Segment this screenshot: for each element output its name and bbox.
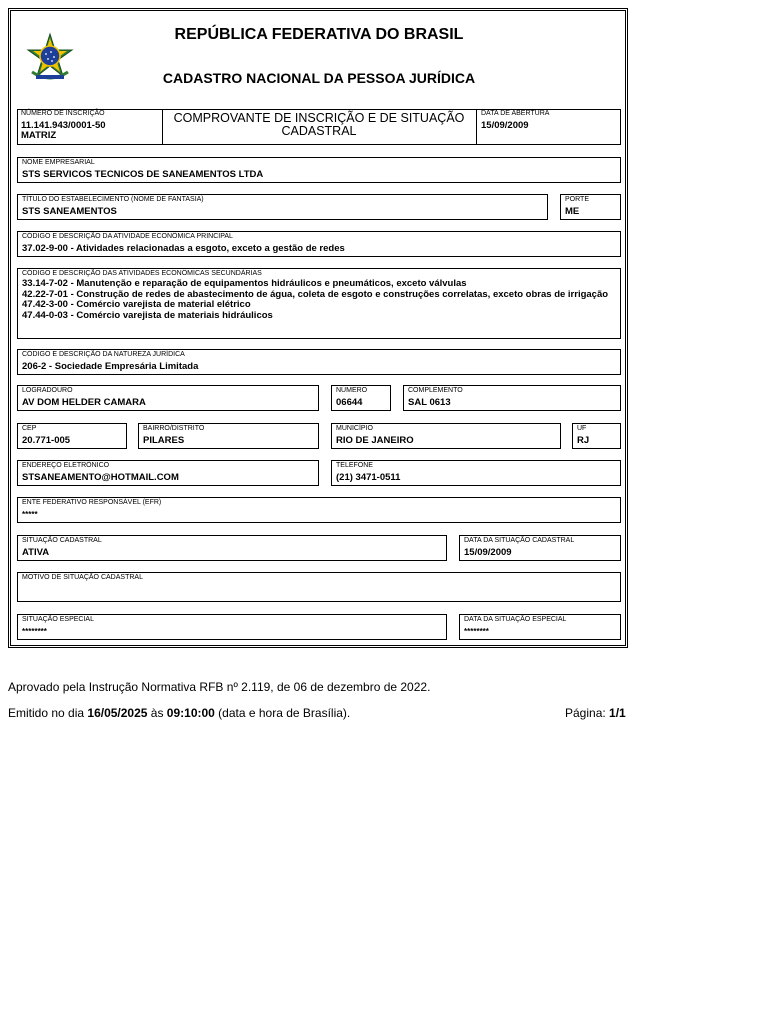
efr-label: ENTE FEDERATIVO RESPONSÁVEL (EFR) bbox=[22, 499, 162, 506]
page-subtitle: CADASTRO NACIONAL DA PESSOA JURÍDICA bbox=[162, 70, 476, 86]
emitido-as: às bbox=[147, 706, 167, 720]
list-item: 47.42-3-00 - Comércio varejista de material elétrico bbox=[22, 299, 251, 311]
telefone-field bbox=[331, 460, 621, 486]
logradouro-label: LOGRADOURO bbox=[22, 387, 73, 394]
uf-label: UF bbox=[577, 425, 587, 432]
situacao-especial-field bbox=[17, 614, 447, 640]
uf-value: RJ bbox=[577, 435, 590, 446]
situacao-especial-value: ******** bbox=[22, 627, 47, 636]
nome-empresarial-field bbox=[17, 157, 621, 183]
uf-field bbox=[572, 423, 621, 449]
comprovante-title bbox=[162, 110, 476, 145]
motivo-field bbox=[17, 572, 621, 602]
telefone-value: (21) 3471-0511 bbox=[336, 472, 401, 483]
numero-field bbox=[331, 385, 391, 411]
bairro-field bbox=[138, 423, 319, 449]
data-situacao-field bbox=[459, 535, 621, 561]
list-item: 42.22-7-01 - Construção de redes de abastecimento de água, coleta de esgoto e construções correlatas, exceto obras de irrigação bbox=[22, 288, 609, 300]
cep-label: CEP bbox=[22, 425, 37, 432]
municipio-field bbox=[331, 423, 561, 449]
abertura-value: 15/09/2009 bbox=[481, 120, 529, 131]
emitido-data: 16/05/2025 bbox=[87, 706, 148, 720]
efr-value: ***** bbox=[22, 510, 38, 519]
data-situacao-especial-label: DATA DA SITUAÇÃO ESPECIAL bbox=[464, 616, 567, 623]
porte-value: ME bbox=[565, 206, 580, 217]
efr-field bbox=[17, 497, 621, 523]
natureza-juridica-value: 206-2 - Sociedade Empresária Limitada bbox=[22, 361, 199, 372]
data-situacao-especial-value: ******** bbox=[464, 627, 489, 636]
emitido-suffix: (data e hora de Brasília). bbox=[214, 706, 351, 720]
list-item: 33.14-7-02 - Manutenção e reparação de equipamentos hidráulicos e pneumáticos, exceto válvulas bbox=[22, 278, 467, 289]
page-title: REPÚBLICA FEDERATIVA DO BRASIL bbox=[174, 26, 464, 43]
matriz-value: MATRIZ bbox=[21, 130, 57, 141]
comprovante-line2: CADASTRAL bbox=[281, 124, 357, 138]
logradouro-field bbox=[17, 385, 319, 411]
situacao-field bbox=[17, 535, 447, 561]
motivo-label: MOTIVO DE SITUAÇÃO CADASTRAL bbox=[22, 574, 143, 581]
cep-field bbox=[17, 423, 127, 449]
municipio-label: MUNICÍPIO bbox=[336, 425, 373, 432]
natureza-juridica-field bbox=[17, 349, 621, 375]
emitido-text bbox=[8, 706, 350, 720]
inscricao-label: NÚMERO DE INSCRIÇÃO bbox=[21, 110, 105, 117]
aprovado-text: Aprovado pela Instrução Normativa RFB nº 2.119, de 06 de dezembro de 2022. bbox=[8, 680, 431, 694]
cep-value: 20.771-005 bbox=[22, 435, 71, 446]
list-item: 47.44-0-03 - Comércio varejista de materiais hidráulicos bbox=[22, 310, 273, 322]
fantasia-value: STS SANEAMENTOS bbox=[22, 206, 117, 217]
atividade-principal-label: CÓDIGO E DESCRIÇÃO DA ATIVIDADE ECONÔMICA PRINCIPAL bbox=[22, 233, 233, 240]
telefone-label: TELEFONE bbox=[336, 462, 373, 469]
bairro-label: BAIRRO/DISTRITO bbox=[143, 425, 205, 432]
email-value: STSANEAMENTO@HOTMAIL.COM bbox=[22, 472, 179, 483]
fantasia-label: TÍTULO DO ESTABELECIMENTO (NOME DE FANTASIA) bbox=[22, 196, 204, 203]
situacao-especial-label: SITUAÇÃO ESPECIAL bbox=[22, 616, 94, 623]
pagina-text bbox=[565, 706, 626, 720]
porte-label: PORTE bbox=[565, 196, 589, 203]
pagina-label: Página: bbox=[565, 706, 610, 720]
atividades-secundarias-field bbox=[17, 268, 621, 339]
data-situacao-especial-field bbox=[459, 614, 621, 640]
municipio-value: RIO DE JANEIRO bbox=[336, 435, 414, 446]
natureza-juridica-label: CÓDIGO E DESCRIÇÃO DA NATUREZA JURÍDICA bbox=[22, 351, 185, 358]
inscricao-field bbox=[17, 109, 162, 145]
porte-field bbox=[560, 194, 621, 220]
situacao-label: SITUAÇÃO CADASTRAL bbox=[22, 537, 102, 544]
complemento-field bbox=[403, 385, 621, 411]
complemento-label: COMPLEMENTO bbox=[408, 387, 463, 394]
nome-empresarial-value: STS SERVICOS TECNICOS DE SANEAMENTOS LTDA bbox=[22, 169, 264, 180]
cnpj-value: 11.141.943/0001-50 bbox=[21, 120, 106, 131]
comprovante-line1: COMPROVANTE DE INSCRIÇÃO E DE SITUAÇÃO bbox=[173, 111, 465, 125]
bairro-value: PILARES bbox=[143, 435, 185, 446]
atividades-secundarias-label: CÓDIGO E DESCRIÇÃO DAS ATIVIDADES ECONÔMICAS SECUNDÁRIAS bbox=[22, 270, 262, 277]
email-label: ENDEREÇO ELETRÔNICO bbox=[22, 462, 110, 469]
atividade-principal-value: 37.02-9-00 - Atividades relacionadas a esgoto, exceto a gestão de redes bbox=[22, 243, 345, 254]
abertura-field bbox=[477, 109, 621, 145]
atividades-secundarias-list bbox=[22, 279, 616, 322]
emitido-prefix: Emitido no dia bbox=[8, 706, 88, 720]
pagina-value: 1/1 bbox=[609, 706, 626, 720]
email-field bbox=[17, 460, 319, 486]
data-situacao-value: 15/09/2009 bbox=[464, 547, 512, 558]
situacao-value: ATIVA bbox=[22, 547, 50, 558]
complemento-value: SAL 0613 bbox=[408, 397, 451, 408]
logradouro-value: AV DOM HELDER CAMARA bbox=[22, 397, 146, 408]
atividade-principal-field bbox=[17, 231, 621, 257]
fantasia-field bbox=[17, 194, 548, 220]
nome-empresarial-label: NOME EMPRESARIAL bbox=[22, 159, 95, 166]
numero-value: 06644 bbox=[336, 397, 363, 408]
abertura-label: DATA DE ABERTURA bbox=[481, 110, 550, 117]
emitido-hora: 09:10:00 bbox=[166, 706, 215, 720]
data-situacao-label: DATA DA SITUAÇÃO CADASTRAL bbox=[464, 537, 575, 544]
numero-label: NÚMERO bbox=[336, 387, 368, 394]
